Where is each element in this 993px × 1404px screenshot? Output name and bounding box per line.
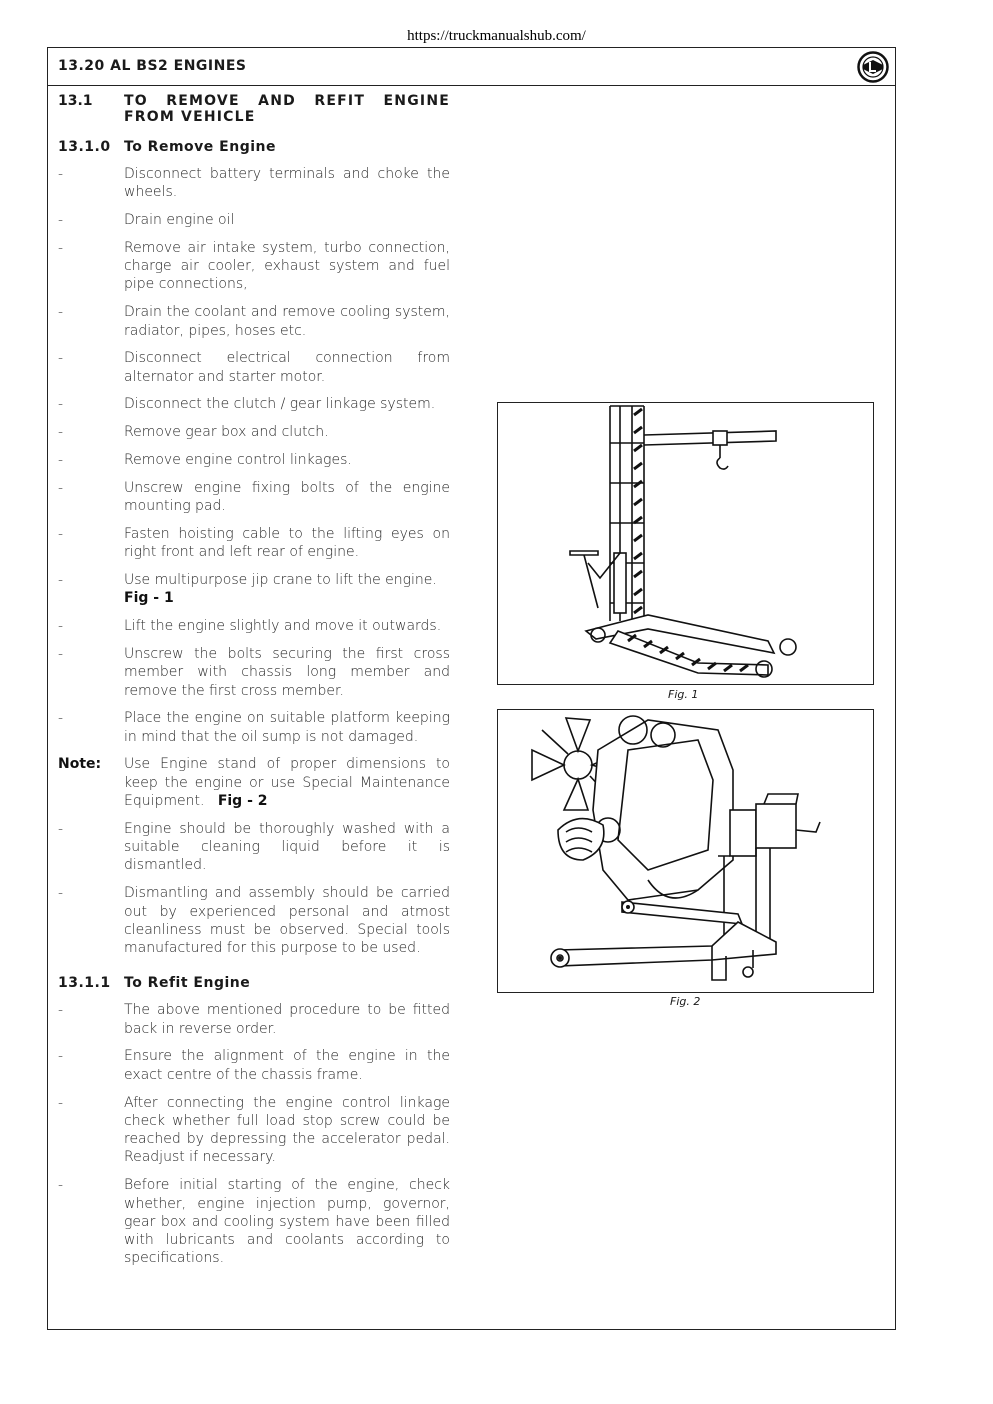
step-text: Disconnect electrical connection from alternator and starter motor. bbox=[124, 350, 450, 385]
engine-stand-illustration-icon bbox=[498, 710, 872, 991]
subsection-title: To Refit Engine bbox=[124, 975, 251, 992]
step-text: Unscrew the bolts securing the first cross member with chassis long member and remove the first cross member. bbox=[124, 645, 450, 699]
list-item bbox=[58, 211, 450, 229]
list-item bbox=[58, 423, 450, 441]
bullet: - bbox=[58, 645, 64, 662]
figure-2-caption: Fig. 2 bbox=[670, 995, 701, 1008]
list-item bbox=[58, 525, 450, 562]
list-item bbox=[58, 884, 450, 957]
list-item bbox=[58, 1176, 450, 1267]
bullet: - bbox=[58, 572, 64, 589]
bullet: - bbox=[58, 1094, 64, 1111]
list-item bbox=[58, 645, 450, 700]
source-url: https://truckmanualshub.com/ bbox=[407, 28, 586, 44]
subsection-heading-refit bbox=[58, 975, 450, 991]
step-text: Drain the coolant and remove cooling system, radiator, pipes, hoses etc. bbox=[124, 304, 450, 339]
bullet: - bbox=[58, 618, 64, 635]
section-heading bbox=[58, 93, 450, 125]
step-text: Before initial starting of the engine, check whether, engine injection pump, governor, gear box and cooling system have been filled with lubricants and coolants according to specifications. bbox=[124, 1177, 450, 1267]
list-item bbox=[58, 349, 450, 386]
bullet: - bbox=[58, 424, 64, 441]
figure-reference: Fig - 2 bbox=[217, 793, 268, 810]
list-item bbox=[58, 451, 450, 469]
text-column bbox=[58, 93, 450, 1268]
bullet: - bbox=[58, 525, 64, 542]
list-item bbox=[58, 1094, 450, 1167]
list-item bbox=[58, 617, 450, 635]
step-text: Remove gear box and clutch. bbox=[124, 424, 329, 441]
subsection-number: 13.1.0 bbox=[58, 139, 111, 155]
bullet: - bbox=[58, 710, 64, 727]
bullet: - bbox=[58, 350, 64, 367]
figure-1-caption: Fig. 1 bbox=[668, 688, 699, 701]
bullet: - bbox=[58, 885, 64, 902]
bullet: - bbox=[58, 479, 64, 496]
section-title: TO REMOVE AND REFIT ENGINE FROM VEHICLE bbox=[124, 93, 450, 125]
list-item bbox=[58, 165, 450, 202]
refit-steps bbox=[58, 1001, 450, 1267]
bullet: - bbox=[58, 1177, 64, 1194]
bullet: - bbox=[58, 239, 64, 256]
step-text: Ensure the alignment of the engine in the exact centre of the chassis frame. bbox=[124, 1048, 450, 1083]
step-text: Place the engine on suitable platform keeping in mind that the oil sump is not damaged. bbox=[124, 710, 450, 745]
list-item bbox=[58, 571, 450, 608]
step-text: After connecting the engine control linkage check whether full load stop screw could be reached by depressing the accelerator pedal. Readjust if necessary. bbox=[124, 1094, 450, 1166]
jib-crane-illustration-icon bbox=[498, 403, 872, 683]
note-text-body: Use Engine stand of proper dimensions to keep the engine or use Special Maintenance Equipment. bbox=[124, 756, 450, 810]
bullet: - bbox=[58, 166, 64, 182]
step-text: Engine should be thoroughly washed with a suitable cleaning liquid before it is dismantled. bbox=[124, 820, 450, 874]
section-number: 13.1 bbox=[58, 93, 93, 109]
step-text: Disconnect battery terminals and choke the wheels. bbox=[124, 166, 450, 201]
list-item bbox=[58, 395, 450, 413]
step-text-body: Use multipurpose jip crane to lift the engine. bbox=[124, 572, 437, 589]
list-item bbox=[58, 820, 450, 875]
subsection-heading-remove bbox=[58, 139, 450, 155]
page-frame bbox=[47, 47, 896, 1330]
step-text: Disconnect the clutch / gear linkage system. bbox=[124, 396, 436, 413]
bullet: - bbox=[58, 452, 64, 469]
bullet: - bbox=[58, 1002, 64, 1019]
step-text: Drain engine oil bbox=[124, 212, 235, 229]
step-text: Remove air intake system, turbo connection, charge air cooler, exhaust system and fuel pipe connections, bbox=[124, 239, 450, 293]
note-text bbox=[124, 755, 450, 810]
step-text bbox=[124, 571, 450, 608]
ashok-leyland-logo-icon bbox=[857, 51, 889, 83]
list-item bbox=[58, 479, 450, 516]
figure-1 bbox=[497, 402, 874, 685]
bullet: - bbox=[58, 212, 64, 229]
step-text: Dismantling and assembly should be carried out by experienced personal and atmost cleanliness must be observed. Special tools manufactured for this purpose to be used. bbox=[124, 885, 450, 957]
step-text: Remove engine control linkages. bbox=[124, 452, 352, 469]
subsection-title: To Remove Engine bbox=[124, 139, 276, 155]
bullet: - bbox=[58, 396, 64, 413]
list-item bbox=[58, 1001, 450, 1038]
bullet: - bbox=[58, 1048, 64, 1065]
step-text: Lift the engine slightly and move it outwards. bbox=[124, 618, 442, 635]
bullet: - bbox=[58, 304, 64, 321]
bullet: - bbox=[58, 820, 64, 837]
note-item bbox=[58, 755, 450, 810]
step-text: Fasten hoisting cable to the lifting eyes on right front and left rear of engine. bbox=[124, 525, 450, 561]
step-text: The above mentioned procedure to be fitted back in reverse order. bbox=[124, 1002, 450, 1037]
list-item bbox=[58, 303, 450, 340]
list-item bbox=[58, 709, 450, 746]
list-item bbox=[58, 1047, 450, 1084]
step-text: Unscrew engine fixing bolts of the engine mounting pad. bbox=[124, 479, 450, 515]
remove-steps bbox=[58, 165, 450, 957]
figure-reference: Fig - 1 bbox=[124, 590, 174, 607]
list-item bbox=[58, 239, 450, 294]
header-bar bbox=[48, 48, 895, 86]
chapter-title: 13.20 AL BS2 ENGINES bbox=[58, 58, 247, 74]
subsection-number: 13.1.1 bbox=[58, 975, 111, 992]
note-label: Note: bbox=[58, 756, 102, 773]
figure-2 bbox=[497, 709, 874, 993]
